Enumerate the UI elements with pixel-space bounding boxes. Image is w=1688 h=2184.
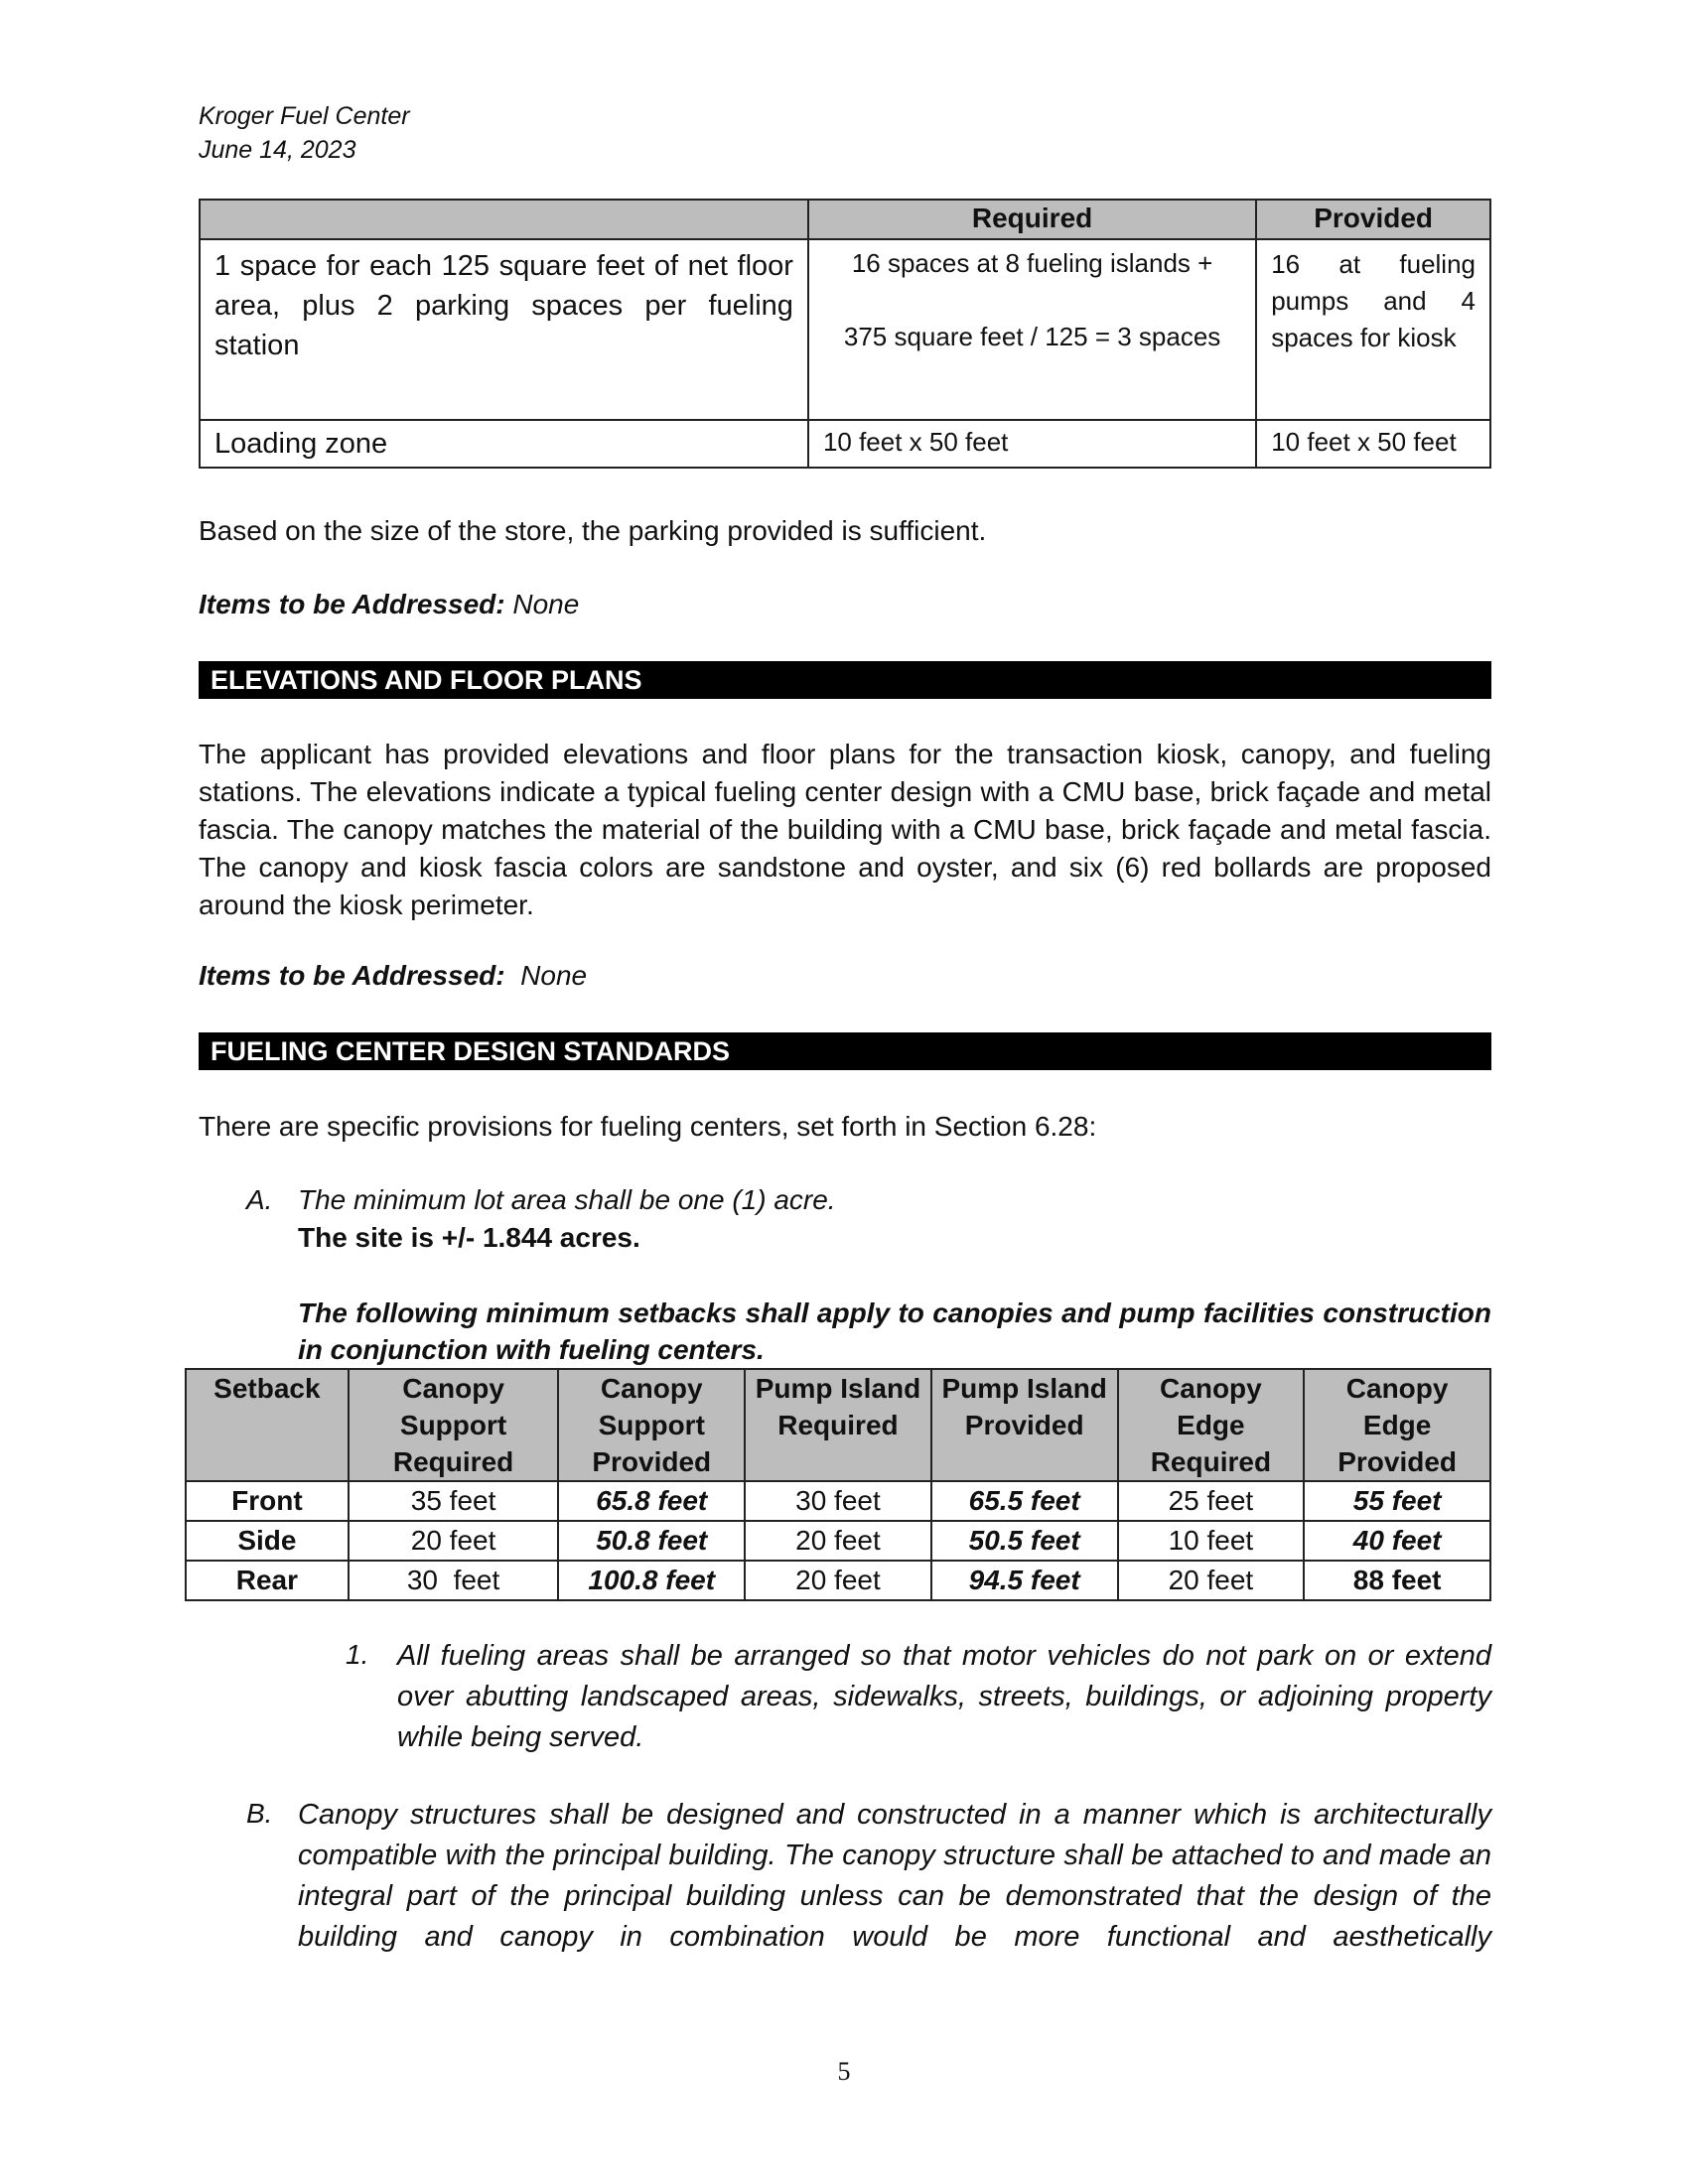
table-cell: 16 at fueling pumps and 4 spaces for kiosk	[1256, 239, 1490, 420]
table-cell: 50.5 feet	[931, 1521, 1118, 1561]
table-header-provided: Provided	[1256, 200, 1490, 239]
section-heading-fueling: FUELING CENTER DESIGN STANDARDS	[199, 1032, 1491, 1070]
table-row	[186, 1481, 1490, 1521]
list-item-text: The minimum lot area shall be one (1) acre.	[298, 1184, 836, 1215]
table-header-required: Required	[808, 200, 1256, 239]
table-cell: Front	[186, 1481, 349, 1521]
table-cell: 100.8 feet	[558, 1561, 745, 1600]
table-cell: 88 feet	[1304, 1561, 1490, 1600]
setback-intro: The following minimum setbacks shall apply to canopies and pump facilities construction in conjunction with fueling centers.	[298, 1297, 1491, 1365]
table-cell: 20 feet	[349, 1521, 559, 1561]
table-header: Canopy Support Provided	[558, 1369, 745, 1481]
list-marker: A.	[246, 1184, 273, 1215]
table-cell: 50.8 feet	[558, 1521, 745, 1561]
parking-table	[199, 199, 1491, 469]
table-cell	[808, 239, 1256, 420]
items-label: Items to be Addressed:	[199, 589, 505, 619]
page-number: 5	[837, 2057, 851, 2086]
items-value: None	[504, 589, 580, 619]
list-marker: 1.	[346, 1639, 369, 1670]
list-item-text: All fueling areas shall be arranged so that motor vehicles do not park on or extend over abutting landscaped areas, sidewalks, streets, buildings, or adjoining property while being served.	[397, 1640, 1491, 1753]
table-header: Canopy Edge Provided	[1304, 1369, 1490, 1481]
table-row	[186, 1521, 1490, 1561]
document-date: June 14, 2023	[199, 136, 356, 164]
table-header: Pump Island Provided	[931, 1369, 1118, 1481]
table-cell: 35 feet	[349, 1481, 559, 1521]
table-cell: 55 feet	[1304, 1481, 1490, 1521]
list-marker: B.	[246, 1798, 273, 1829]
table-cell: 30 feet	[745, 1481, 931, 1521]
table-cell: 20 feet	[1118, 1561, 1305, 1600]
table-cell: 65.8 feet	[558, 1481, 745, 1521]
parking-summary: Based on the size of the store, the parking provided is sufficient.	[199, 515, 987, 546]
setback-table	[185, 1368, 1491, 1601]
document-title: Kroger Fuel Center	[199, 102, 410, 130]
table-header: Setback	[186, 1369, 349, 1481]
table-cell: 65.5 feet	[931, 1481, 1118, 1521]
fueling-intro: There are specific provisions for fueling centers, set forth in Section 6.28:	[199, 1111, 1097, 1142]
table-header-blank	[200, 200, 808, 239]
table-cell: 94.5 feet	[931, 1561, 1118, 1600]
table-cell: 1 space for each 125 square feet of net floor area, plus 2 parking spaces per fueling station	[200, 239, 808, 420]
table-cell: Side	[186, 1521, 349, 1561]
items-value: None	[504, 960, 588, 991]
table-row	[200, 420, 1490, 468]
elevations-paragraph: The applicant has provided elevations and floor plans for the transaction kiosk, canopy, and fueling stations. The elevations indicate a typical fueling center design with a CMU base, brick façade and metal fascia. The canopy matches the material of the building with a CMU base, brick façade and metal fascia. The canopy and kiosk fascia colors are sandstone and oyster, and six (6) red bollards are proposed around the kiosk perimeter.	[199, 739, 1491, 920]
table-header-row	[186, 1369, 1490, 1481]
table-row	[200, 239, 1490, 420]
list-item-b	[246, 1795, 1491, 1958]
table-cell: 30 feet	[349, 1561, 559, 1600]
list-item-1	[346, 1636, 1491, 1758]
table-cell-text: 16 spaces at 8 fueling islands +	[851, 248, 1213, 278]
list-item-a	[246, 1181, 1491, 1368]
table-cell: 25 feet	[1118, 1481, 1305, 1521]
table-cell: 10 feet x 50 feet	[1256, 420, 1490, 468]
table-header: Canopy Support Required	[349, 1369, 559, 1481]
table-header-row	[200, 200, 1490, 239]
table-cell: 10 feet	[1118, 1521, 1305, 1561]
items-to-address	[199, 957, 1491, 995]
table-header: Canopy Edge Required	[1118, 1369, 1305, 1481]
table-header: Pump Island Required	[745, 1369, 931, 1481]
section-heading-elevations: ELEVATIONS AND FLOOR PLANS	[199, 661, 1491, 699]
table-cell: 20 feet	[745, 1561, 931, 1600]
table-cell: 40 feet	[1304, 1521, 1490, 1561]
table-cell: Loading zone	[200, 420, 808, 468]
table-cell: 20 feet	[745, 1521, 931, 1561]
items-label: Items to be Addressed:	[199, 960, 505, 991]
finding-text: The site is +/- 1.844 acres.	[298, 1222, 640, 1253]
table-cell: 10 feet x 50 feet	[808, 420, 1256, 468]
table-cell: Rear	[186, 1561, 349, 1600]
items-to-address	[199, 586, 1491, 623]
table-row	[186, 1561, 1490, 1600]
table-cell-text: 375 square feet / 125 = 3 spaces	[843, 322, 1221, 351]
list-item-text: Canopy structures shall be designed and constructed in a manner which is architecturally compatible with the principal building. The canopy structure shall be attached to and made an integral part of the principal building unless can be demonstrated that the design of the building and canopy in combination would be more functional and aesthetically	[298, 1799, 1491, 1953]
